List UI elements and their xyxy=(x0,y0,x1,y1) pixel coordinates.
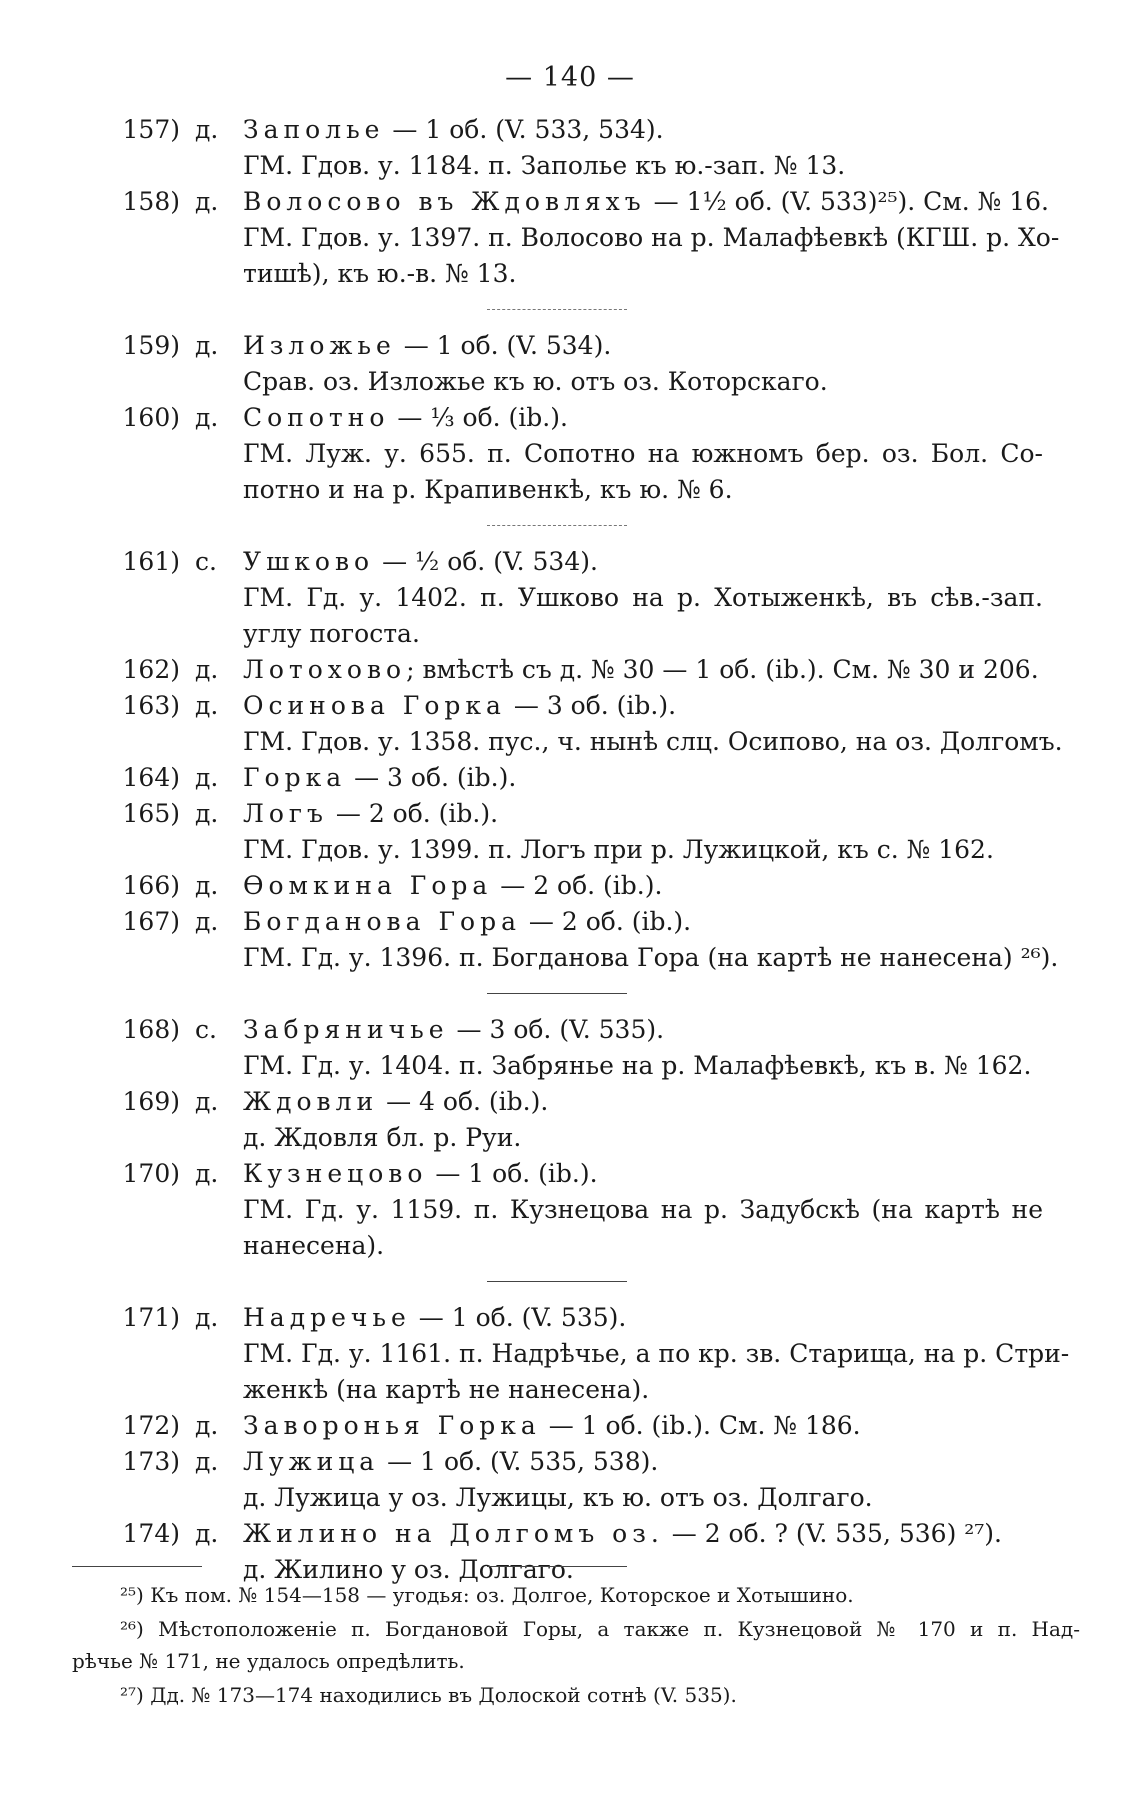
settlement-type: д. xyxy=(195,655,219,684)
settlement-type: д. xyxy=(195,1411,219,1440)
entry-164 xyxy=(0,760,1140,796)
settlement-name: Ушково xyxy=(243,547,375,576)
entry-details: — 2 об. (ib.). xyxy=(492,871,663,900)
entry-details: — 3 об. (V. 535). xyxy=(448,1015,665,1044)
entry-details: — 3 об. (ib.). xyxy=(346,763,517,792)
entry-number: 163) xyxy=(122,691,180,720)
entry-note: ГМ. Гд. у. 1402. п. Ушково на р. Хотыженкѣ, въ сѣв.-зап. xyxy=(243,583,1043,612)
entry-number: 169) xyxy=(122,1087,180,1116)
settlement-type: д. xyxy=(195,187,219,216)
entry-note: ГМ. Гд. у. 1161. п. Надрѣчье, а по кр. зв. Старища, на р. Стри- xyxy=(243,1339,1070,1368)
entry-note: тишѣ), къ ю.-в. № 13. xyxy=(243,259,517,288)
settlement-name: Жилино на Долгомъ оз. xyxy=(243,1519,664,1548)
entry-number: 162) xyxy=(122,655,180,684)
settlement-type: д. xyxy=(195,403,219,432)
settlement-type: д. xyxy=(195,1303,219,1332)
entry-details: — 2 об. ? (V. 535, 536) ²⁷). xyxy=(663,1519,1003,1548)
settlement-type: д. xyxy=(195,1447,219,1476)
entry-number: 174) xyxy=(122,1519,180,1548)
settlement-type: с. xyxy=(195,547,217,576)
entry-details: — 1 об. (V. 533, 534). xyxy=(384,115,664,144)
settlement-type: д. xyxy=(195,115,219,144)
settlement-name: Надречье xyxy=(243,1303,411,1332)
entry-note: д. Жилино у оз. Долгаго. xyxy=(243,1555,574,1584)
entry-details: — 1 об. (V. 535). xyxy=(410,1303,627,1332)
entry-number: 170) xyxy=(122,1159,180,1188)
entry-note: женкѣ (на картѣ не нанесена). xyxy=(243,1375,650,1404)
entry-note: ГМ. Гд. у. 1396. п. Богданова Гора (на картѣ не нанесена) ²⁶). xyxy=(243,943,1059,972)
entry-note: углу погоста. xyxy=(243,619,420,648)
entry-note: ГМ. Гдов. у. 1358. пус., ч. нынѣ слц. Осипово, на оз. Долгомъ. xyxy=(243,727,1063,756)
entry-number: 173) xyxy=(122,1447,180,1476)
settlement-name: Осинова Горка xyxy=(243,691,506,720)
settlement-name: Богданова Гора xyxy=(243,907,521,936)
entry-details: — 1 об. (ib.). См. № 186. xyxy=(540,1411,861,1440)
settlement-type: д. xyxy=(195,691,219,720)
entry-number: 157) xyxy=(122,115,180,144)
settlement-name: Изложье xyxy=(243,331,396,360)
entry-169 xyxy=(0,1084,1140,1156)
entry-number: 172) xyxy=(122,1411,180,1440)
page-number: — 140 — xyxy=(505,62,635,93)
entry-note: ГМ. Луж. у. 655. п. Сопотно на южномъ бер. оз. Бол. Со- xyxy=(243,439,1043,468)
entry-note: ГМ. Гдов. у. 1397. п. Волосово на р. Малафѣевкѣ (КГШ. р. Хо- xyxy=(243,223,1060,252)
settlement-name: Волосово въ Ждовляхъ xyxy=(243,187,646,216)
entry-note: д. Ждовля бл. р. Руи. xyxy=(243,1123,522,1152)
entry-number: 166) xyxy=(122,871,180,900)
entry-157 xyxy=(0,112,1140,184)
settlement-name: Заворонья Горка xyxy=(243,1411,541,1440)
entry-170 xyxy=(0,1156,1140,1264)
entry-158 xyxy=(0,184,1140,292)
entry-number: 164) xyxy=(122,763,180,792)
entry-number: 168) xyxy=(122,1015,180,1044)
entry-161 xyxy=(0,544,1140,652)
entry-note: потно и на р. Крапивенкѣ, къ ю. № 6. xyxy=(243,475,733,504)
entry-number: 167) xyxy=(122,907,180,936)
settlement-name: Логъ xyxy=(243,799,328,828)
entry-number: 158) xyxy=(122,187,180,216)
settlement-type: д. xyxy=(195,331,219,360)
settlement-type: д. xyxy=(195,1087,219,1116)
entry-note: ГМ. Гдов. у. 1184. п. Заполье къ ю.-зап. № 13. xyxy=(243,151,846,180)
entry-details: — 1 об. (V. 534). xyxy=(395,331,612,360)
entry-162 xyxy=(0,652,1140,688)
footnote-rule xyxy=(487,1566,627,1567)
entry-details: — ⅓ об. (ib.). xyxy=(389,403,568,432)
entry-171 xyxy=(0,1300,1140,1408)
entry-174 xyxy=(0,1516,1140,1588)
settlement-name: Сопотно xyxy=(243,403,390,432)
settlement-type: д. xyxy=(195,1519,219,1548)
entry-number: 171) xyxy=(122,1303,180,1332)
settlement-type: д. xyxy=(195,871,219,900)
entry-details: — 4 об. (ib.). xyxy=(378,1087,549,1116)
section-divider xyxy=(0,1264,1140,1300)
entry-note: ГМ. Гд. у. 1159. п. Кузнецова на р. Задубскѣ (на картѣ не xyxy=(243,1195,1043,1224)
entry-166 xyxy=(0,868,1140,904)
footnote-rule xyxy=(72,1566,202,1567)
settlement-name: Лужица xyxy=(243,1447,380,1476)
entry-160 xyxy=(0,400,1140,508)
entry-details: — 1½ об. (V. 533)²⁵). См. № 16. xyxy=(645,187,1049,216)
section-divider xyxy=(0,976,1140,1012)
entry-167 xyxy=(0,904,1140,976)
entry-number: 159) xyxy=(122,331,180,360)
entry-details: — 1 об. (V. 535, 538). xyxy=(379,1447,659,1476)
settlement-type: д. xyxy=(195,799,219,828)
settlement-name: Заполье xyxy=(243,115,385,144)
settlement-type: д. xyxy=(195,907,219,936)
settlement-name: Кузнецово xyxy=(243,1159,428,1188)
settlement-name: Забряничье xyxy=(243,1015,449,1044)
section-divider xyxy=(0,292,1140,328)
settlement-type: д. xyxy=(195,763,219,792)
entry-163 xyxy=(0,688,1140,760)
entry-note: нанесена). xyxy=(243,1231,385,1260)
entry-details: — 1 об. (ib.). xyxy=(427,1159,598,1188)
entry-details: — ½ об. (V. 534). xyxy=(374,547,598,576)
section-divider xyxy=(0,508,1140,544)
settlement-name: Лотохово xyxy=(243,655,407,684)
entries-list xyxy=(0,112,1140,1588)
entry-note: д. Лужица у оз. Лужицы, къ ю. отъ оз. Долгаго. xyxy=(243,1483,873,1512)
entry-number: 160) xyxy=(122,403,180,432)
entry-number: 165) xyxy=(122,799,180,828)
entry-details: — 2 об. (ib.). xyxy=(520,907,692,936)
entry-number: 161) xyxy=(122,547,180,576)
entry-note: ГМ. Гд. у. 1404. п. Забрянье на р. Малафѣевкѣ, къ в. № 162. xyxy=(243,1051,1032,1080)
entry-159 xyxy=(0,328,1140,400)
settlement-name: Ѳомкина Гора xyxy=(243,871,493,900)
entry-173 xyxy=(0,1444,1140,1516)
settlement-type: д. xyxy=(195,1159,219,1188)
settlement-name: Ждовли xyxy=(243,1087,379,1116)
settlement-name: Горка xyxy=(243,763,347,792)
entry-details: — 2 об. (ib.). xyxy=(327,799,499,828)
entry-details: ; вмѣстѣ съ д. № 30 — 1 об. (ib.). См. № 30 и 206. xyxy=(406,655,1039,684)
entry-165 xyxy=(0,796,1140,868)
entry-details: — 3 об. (ib.). xyxy=(505,691,677,720)
entry-172 xyxy=(0,1408,1140,1444)
settlement-type: с. xyxy=(195,1015,217,1044)
entry-note: Срав. оз. Изложье къ ю. отъ оз. Которскаго. xyxy=(243,367,828,396)
entry-note: ГМ. Гдов. у. 1399. п. Логъ при р. Лужицкой, къ с. № 162. xyxy=(243,835,994,864)
entry-168 xyxy=(0,1012,1140,1084)
